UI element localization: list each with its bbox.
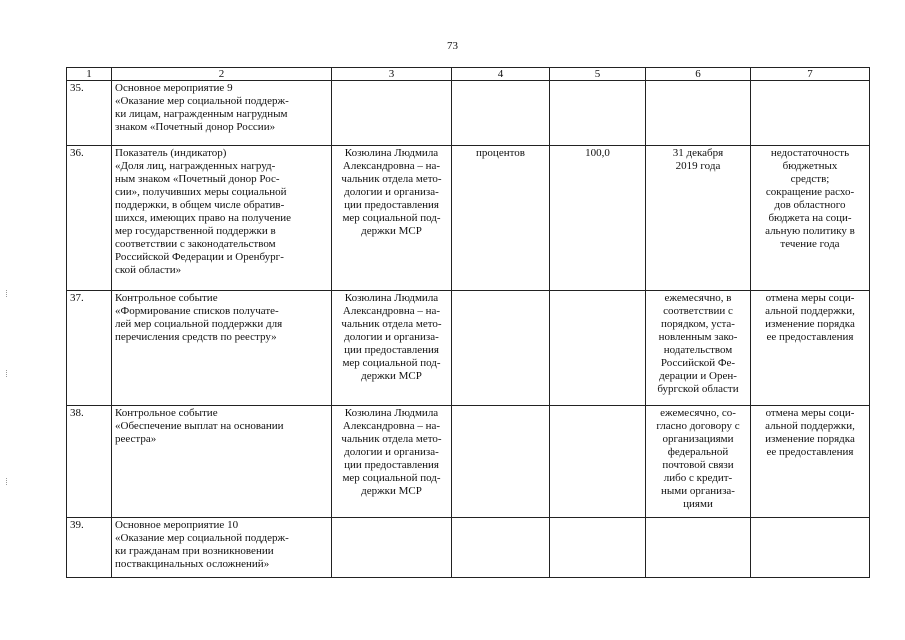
row-risk: отмена меры соци- альной поддержки, изменение порядка ее предоставления — [751, 406, 870, 518]
row-number: 39. — [67, 518, 112, 578]
column-header: 3 — [332, 68, 452, 81]
row-responsible: Козюлина Людмила Александровна – на- чальник отдела мето- дологии и организа- ции предоставления мер социальной под- держки МСР — [332, 406, 452, 518]
table-row — [67, 406, 870, 518]
column-header: 6 — [646, 68, 751, 81]
measures-table — [66, 67, 870, 578]
row-value — [550, 291, 646, 406]
row-responsible — [332, 518, 452, 578]
row-risk — [751, 81, 870, 146]
column-header: 7 — [751, 68, 870, 81]
table-row — [67, 146, 870, 291]
row-description: Основное мероприятие 10 «Оказание мер социальной поддерж- ки гражданам при возникновении поствакцинальных осложнений» — [112, 518, 332, 578]
row-unit — [452, 81, 550, 146]
row-description: Показатель (индикатор) «Доля лиц, награжденных нагруд- ным знаком «Почетный донор Рос- сии», получивших меры социальной поддержки, в общем числе обратив- шихся, имеющих право на получение мер государственной поддержки в соответствии с законодательством Российской Федерации и Оренбург- ской области» — [112, 146, 332, 291]
row-number: 36. — [67, 146, 112, 291]
row-risk: недостаточность бюджетных средств; сокращение расхо- дов областного бюджета на соци- альную политику в течение года — [751, 146, 870, 291]
table-row — [67, 518, 870, 578]
row-deadline: ежемесячно, в соответствии с порядком, уста- новленным зако- нодательством Российской Фе- дерации и Орен- бургской области — [646, 291, 751, 406]
row-deadline — [646, 81, 751, 146]
row-value — [550, 518, 646, 578]
row-number: 38. — [67, 406, 112, 518]
row-deadline: ежемесячно, со- гласно договору с организациями федеральной почтовой связи либо с кредит- ными организа- циями — [646, 406, 751, 518]
row-risk — [751, 518, 870, 578]
row-responsible: Козюлина Людмила Александровна – на- чальник отдела мето- дологии и организа- ции предоставления мер социальной под- держки МСР — [332, 146, 452, 291]
table-row — [67, 81, 870, 146]
row-risk: отмена меры соци- альной поддержки, изменение порядка ее предоставления — [751, 291, 870, 406]
row-value: 100,0 — [550, 146, 646, 291]
row-value — [550, 406, 646, 518]
row-description: Контрольное событие «Формирование списков получате- лей мер социальной поддержки для перечисления средств по реестру» — [112, 291, 332, 406]
row-responsible: Козюлина Людмила Александровна – на- чальник отдела мето- дологии и организа- ции предоставления мер социальной под- держки МСР — [332, 291, 452, 406]
column-header: 4 — [452, 68, 550, 81]
row-value — [550, 81, 646, 146]
row-unit — [452, 518, 550, 578]
row-responsible — [332, 81, 452, 146]
column-header: 5 — [550, 68, 646, 81]
column-header: 2 — [112, 68, 332, 81]
row-deadline: 31 декабря 2019 года — [646, 146, 751, 291]
row-number: 37. — [67, 291, 112, 406]
row-description: Контрольное событие «Обеспечение выплат на основании реестра» — [112, 406, 332, 518]
scan-margin-mark — [6, 478, 9, 485]
column-header: 1 — [67, 68, 112, 81]
row-deadline — [646, 518, 751, 578]
scan-margin-mark — [6, 370, 9, 377]
column-number-row — [67, 68, 870, 81]
row-number: 35. — [67, 81, 112, 146]
row-description: Основное мероприятие 9 «Оказание мер социальной поддерж- ки лицам, награжденным нагрудным знаком «Почетный донор России» — [112, 81, 332, 146]
row-unit — [452, 291, 550, 406]
row-unit: процентов — [452, 146, 550, 291]
table-row — [67, 291, 870, 406]
scan-margin-mark — [6, 290, 9, 297]
row-unit — [452, 406, 550, 518]
page-number: 73 — [447, 40, 458, 52]
